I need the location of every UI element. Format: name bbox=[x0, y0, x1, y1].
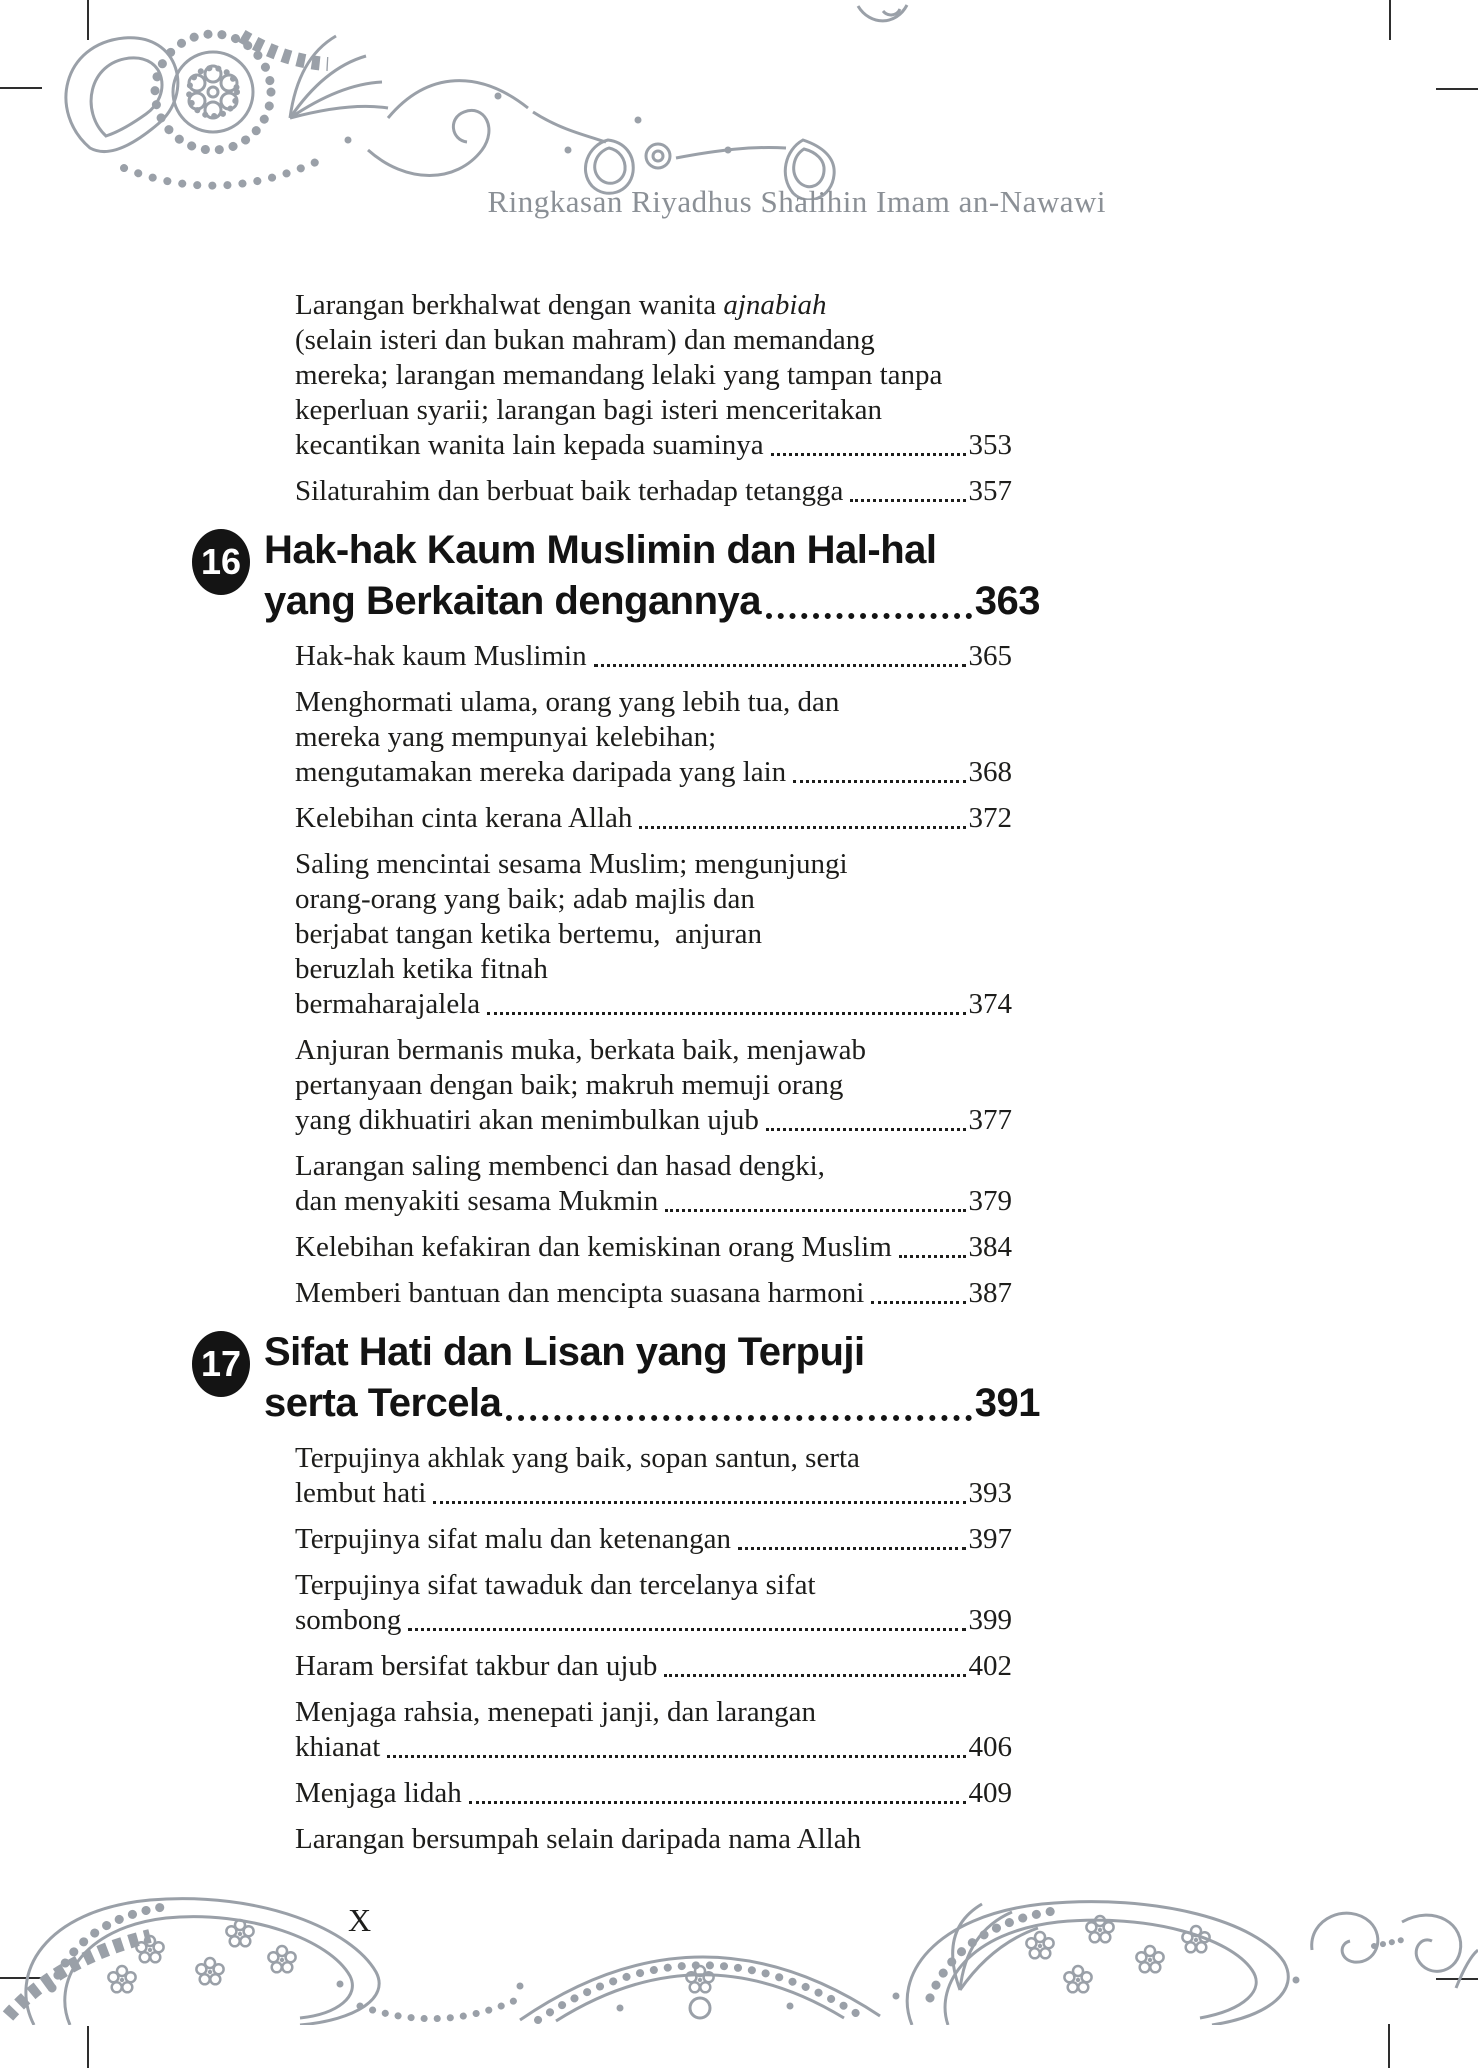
toc-entry-line bbox=[295, 1184, 1012, 1219]
toc-entry-line bbox=[295, 847, 1012, 882]
toc-entry-text: mereka yang mempunyai kelebihan; bbox=[295, 721, 717, 753]
chapter-page-number: 391 bbox=[974, 1381, 1040, 1425]
toc-entry-line bbox=[295, 801, 1012, 836]
toc-entry-line bbox=[295, 1149, 1012, 1184]
toc-entry bbox=[295, 1776, 1012, 1811]
table-of-contents bbox=[200, 288, 1040, 1868]
toc-entry-text: pertanyaan dengan baik; makruh memuji orang bbox=[295, 1069, 844, 1101]
dot-leader bbox=[506, 1415, 971, 1421]
italic-term: ajnabiah bbox=[723, 289, 827, 321]
toc-entry-line bbox=[295, 358, 1012, 393]
toc-entry-text: Terpujinya sifat tawaduk dan tercelanya sifat bbox=[295, 1569, 816, 1601]
toc-entry-line bbox=[295, 1649, 1012, 1684]
toc-entry-text: Menghormati ulama, orang yang lebih tua, dan bbox=[295, 686, 840, 718]
toc-page-number: 387 bbox=[968, 1277, 1012, 1309]
toc-entry bbox=[295, 474, 1012, 509]
toc-entry-line bbox=[295, 1730, 1012, 1765]
toc-entry-line bbox=[295, 1522, 1012, 1557]
toc-page-number: 377 bbox=[968, 1104, 1012, 1136]
dot-leader bbox=[766, 613, 972, 619]
chapter-title bbox=[264, 525, 1040, 627]
chapter-page-number: 363 bbox=[974, 579, 1040, 623]
crop-mark-top-left-vertical bbox=[87, 0, 89, 40]
dot-leader bbox=[408, 1628, 965, 1631]
toc-entry bbox=[295, 801, 1012, 836]
toc-page-number: 372 bbox=[968, 802, 1012, 834]
toc-entry-text: kecantikan wanita lain kepada suaminya bbox=[295, 429, 764, 461]
toc-entry-text: Menjaga rahsia, menepati janji, dan larangan bbox=[295, 1696, 816, 1728]
toc-page-number: 402 bbox=[968, 1650, 1012, 1682]
toc-entry-text: Memberi bantuan dan mencipta suasana harmoni bbox=[295, 1277, 865, 1309]
toc-entry-line bbox=[295, 1822, 1012, 1857]
toc-page-number: 397 bbox=[968, 1523, 1012, 1555]
toc-entry-line bbox=[295, 323, 1012, 358]
dot-leader bbox=[899, 1255, 966, 1258]
toc-entry-text: Kelebihan cinta kerana Allah bbox=[295, 802, 633, 834]
dot-leader bbox=[771, 453, 966, 456]
toc-entry-text: Haram bersifat takbur dan ujub bbox=[295, 1650, 658, 1682]
toc-entry-text: Larangan bersumpah selain daripada nama Allah bbox=[295, 1823, 862, 1855]
toc-entry-line bbox=[295, 1033, 1012, 1068]
toc-page-number: 357 bbox=[968, 475, 1012, 507]
toc-entry-line bbox=[295, 1103, 1012, 1138]
toc-page-number: 393 bbox=[968, 1477, 1012, 1509]
toc-entry bbox=[295, 1276, 1012, 1311]
toc-entry bbox=[295, 1441, 1012, 1511]
crop-mark-bottom-right-horizontal bbox=[1436, 1978, 1478, 1980]
toc-chapter bbox=[192, 1327, 1040, 1429]
toc-entry-text: Anjuran bermanis muka, berkata baik, menjawab bbox=[295, 1034, 866, 1066]
toc-page-number: 353 bbox=[968, 429, 1012, 461]
toc-page-number: 374 bbox=[968, 988, 1012, 1020]
toc-entry-line bbox=[295, 685, 1012, 720]
dot-leader bbox=[766, 1128, 966, 1131]
toc-page-number: 368 bbox=[968, 756, 1012, 788]
toc-entry-text: mengutamakan mereka daripada yang lain bbox=[295, 756, 787, 788]
toc-entry bbox=[295, 1230, 1012, 1265]
toc-entry-text: Hak-hak kaum Muslimin bbox=[295, 640, 587, 672]
toc-entry-line bbox=[295, 1476, 1012, 1511]
toc-page-number: 409 bbox=[968, 1777, 1012, 1809]
toc-entry-text: dan menyakiti sesama Mukmin bbox=[295, 1185, 659, 1217]
toc-entry-line bbox=[295, 1695, 1012, 1730]
chapter-title bbox=[264, 1327, 1040, 1429]
toc-entry-line bbox=[295, 474, 1012, 509]
toc-entry-line bbox=[295, 1230, 1012, 1265]
toc-entry-text: (selain isteri dan bukan mahram) dan memandang bbox=[295, 324, 875, 356]
toc-entry bbox=[295, 1568, 1012, 1638]
dot-leader bbox=[793, 780, 965, 783]
crop-mark-top-right-horizontal bbox=[1436, 88, 1478, 90]
toc-entry-line bbox=[295, 288, 1012, 323]
paisley-ornament-top-icon bbox=[28, 0, 940, 200]
dot-leader bbox=[433, 1501, 965, 1504]
dot-leader bbox=[738, 1547, 965, 1550]
toc-entry-line bbox=[295, 1603, 1012, 1638]
toc-entry-line bbox=[295, 987, 1012, 1022]
toc-entry-text: Menjaga lidah bbox=[295, 1777, 462, 1809]
toc-entry bbox=[295, 288, 1012, 463]
toc-entry-text: yang dikhuatiri akan menimbulkan ujub bbox=[295, 1104, 759, 1136]
toc-page-number: 406 bbox=[968, 1731, 1012, 1763]
toc-entry-text: sombong bbox=[295, 1604, 402, 1636]
toc-entry-text: beruzlah ketika fitnah bbox=[295, 953, 548, 985]
toc-entry bbox=[295, 1695, 1012, 1765]
toc-entry-line bbox=[295, 720, 1012, 755]
toc-chapter bbox=[192, 525, 1040, 627]
toc-entry-text: khianat bbox=[295, 1731, 381, 1763]
toc-entry-text: Larangan saling membenci dan hasad dengki, bbox=[295, 1150, 825, 1182]
paisley-ornament-bottom-icon bbox=[0, 1888, 1478, 2025]
toc-entry-text: Larangan berkhalwat dengan wanita ajnabiah bbox=[295, 289, 827, 321]
toc-entry-text: lembut hati bbox=[295, 1477, 427, 1509]
chapter-title-text: yang Berkaitan dengannya bbox=[264, 579, 762, 623]
crop-mark-top-right-vertical bbox=[1389, 0, 1391, 40]
toc-entry-line bbox=[295, 1441, 1012, 1476]
chapter-number-badge-icon bbox=[192, 529, 250, 595]
toc-entry bbox=[295, 685, 1012, 790]
running-head-title: Ringkasan Riyadhus Shalihin Imam an-Nawawi bbox=[487, 184, 1106, 219]
toc-entry-text: Terpujinya sifat malu dan ketenangan bbox=[295, 1523, 732, 1555]
chapter-title-line: Hak-hak Kaum Muslimin dan Hal-hal bbox=[264, 528, 937, 572]
toc-page-number: 399 bbox=[968, 1604, 1012, 1636]
toc-page-number: 379 bbox=[968, 1185, 1012, 1217]
crop-mark-bottom-left-horizontal bbox=[0, 1977, 42, 1979]
dot-leader bbox=[387, 1755, 965, 1758]
chapter-title-line: Sifat Hati dan Lisan yang Terpuji bbox=[264, 1330, 865, 1374]
dot-leader bbox=[665, 1209, 965, 1212]
toc-entry-line bbox=[295, 755, 1012, 790]
toc-entry-line bbox=[295, 1068, 1012, 1103]
toc-entry-line bbox=[295, 1276, 1012, 1311]
toc-entry-text: bermaharajalela bbox=[295, 988, 481, 1020]
toc-entry-line bbox=[295, 428, 1012, 463]
toc-entry-line bbox=[295, 882, 1012, 917]
toc-entry-text: berjabat tangan ketika bertemu, anjuran bbox=[295, 918, 763, 950]
crop-mark-bottom-left-vertical bbox=[87, 2026, 89, 2068]
toc-entry-text: Saling mencintai sesama Muslim; mengunjungi bbox=[295, 848, 848, 880]
toc-entry bbox=[295, 1522, 1012, 1557]
toc-entry-text: keperluan syarii; larangan bagi isteri menceritakan bbox=[295, 394, 882, 426]
toc-page-number: 384 bbox=[968, 1231, 1012, 1263]
dot-leader bbox=[487, 1012, 965, 1015]
toc-page-number: 365 bbox=[968, 640, 1012, 672]
toc-entry-text: orang-orang yang baik; adab majlis dan bbox=[295, 883, 755, 915]
toc-entry bbox=[295, 1822, 1012, 1857]
toc-entry bbox=[295, 1649, 1012, 1684]
toc-entry-line bbox=[295, 393, 1012, 428]
toc-entry-line bbox=[295, 1776, 1012, 1811]
page-number: X bbox=[348, 1902, 372, 1938]
toc-entry-line bbox=[295, 952, 1012, 987]
crop-mark-bottom-right-vertical bbox=[1388, 2024, 1390, 2068]
chapter-title-text: serta Tercela bbox=[264, 1381, 502, 1425]
chapter-title-line bbox=[264, 1378, 1040, 1429]
toc-entry bbox=[295, 1149, 1012, 1219]
toc-entry bbox=[295, 847, 1012, 1022]
dot-leader bbox=[871, 1301, 965, 1304]
chapter-number: 17 bbox=[200, 1343, 242, 1384]
dot-leader bbox=[639, 826, 965, 829]
toc-entry-text: Kelebihan kefakiran dan kemiskinan orang Muslim bbox=[295, 1231, 892, 1263]
toc-entry-text: Terpujinya akhlak yang baik, sopan santun, serta bbox=[295, 1442, 860, 1474]
chapter-title-line bbox=[264, 576, 1040, 627]
dot-leader bbox=[594, 664, 966, 667]
toc-entry-text: mereka; larangan memandang lelaki yang tampan tanpa bbox=[295, 359, 943, 391]
toc-entry-line bbox=[295, 639, 1012, 674]
crop-mark-top-left-horizontal bbox=[0, 87, 42, 89]
toc-entry bbox=[295, 639, 1012, 674]
chapter-number: 16 bbox=[200, 541, 242, 582]
chapter-number-badge-icon bbox=[192, 1331, 250, 1397]
dot-leader bbox=[664, 1674, 965, 1677]
toc-entry-line bbox=[295, 1568, 1012, 1603]
toc-entry-line bbox=[295, 917, 1012, 952]
toc-entry bbox=[295, 1033, 1012, 1138]
dot-leader bbox=[469, 1801, 966, 1804]
toc-entry-text: Silaturahim dan berbuat baik terhadap tetangga bbox=[295, 475, 844, 507]
dot-leader bbox=[850, 499, 965, 502]
